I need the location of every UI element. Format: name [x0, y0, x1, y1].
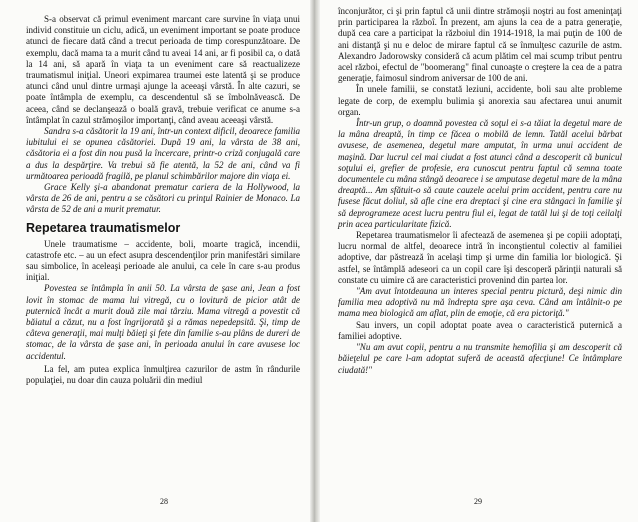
left-text-block-b	[26, 239, 300, 362]
paragraph: Într-un grup, o doamnă povestea că soţul ei s-a tăiat la degetul mare de la mâna dreaptă, în timp ce făcea o mobilă de lemn. Tatăl acelui bărbat avusese, de asemenea, degetul mare amputat, în urma unui accident de maşină. Dar lucrul cel mai ciudat a fost atunci când a descoperit că bunicul soţului ei, grefier de profesie, era cunoscut pentru faptul că semna toate documentele cu mâna stângă deoarece i se amputase degetul mare de la mâna dreaptă... Am sfătuit-o să caute cauzele acelui prim accident, pentru care nu fusese făcut doliul, să afle cine era dreptaci şi cine era stângaci în familie şi să deprogrameze acest lucru pentru fiul ei, legat de tatăl lui şi de toţi ceilalţi prin acea particularitate fizică.	[338, 118, 622, 229]
paragraph: La fel, am putea explica înmulţirea cazurilor de astm în rândurile populaţiei, nu doar din cauza poluării din mediul	[26, 363, 300, 386]
right-page	[318, 0, 638, 522]
left-page	[0, 0, 312, 522]
paragraph: În unele familii, se constată leziuni, accidente, boli sau alte probleme legate de corp, de exemplu bulimia şi anorexia sau afectarea unui anumit organ.	[338, 84, 622, 117]
paragraph: Grace Kelly şi-a abandonat prematur cariera de la Hollywood, la vârsta de 26 de ani, pentru a se căsători cu prinţul Rainier de Monaco. La vârsta de 52 de ani a murit prematur.	[26, 182, 300, 215]
right-text-block	[338, 6, 622, 376]
paragraph: Repetarea traumatismelor îi afectează de asemenea şi pe copiii adoptaţi, lucru normal de altfel, deoarece intră în inconştientul colectiv al familiei adoptive, dar păstrează în acelaşi timp şi urme din familia lor biologică. Şi astfel, se întâmplă adeseori ca un copil care îşi descoperă părinţii naturali să constate cu uimire că are caracteristici provenind din partea lor.	[338, 230, 622, 285]
paragraph: Sandra s-a căsătorit la 19 ani, într-un context dificil, deoarece familia iubitului ei se opunea căsătoriei. După 19 ani, la vârsta de 38 ani, căsătoria ei a fost din nou pusă la încercare, printr-o criză conjugală care a dus la despărţire. Va trebui să fie atentă, la 52 de ani, când va fi următoarea perioadă fragilă, pe planul schimbărilor majore din viaţa ei.	[26, 126, 300, 181]
paragraph: S-a observat că primul eveniment marcant care survine în viaţa unui individ constituie un ciclu, adică, un eveniment important se poate produce atunci de fiecare dată când a trecut perioada de timp corespunzătoare. De exemplu, dacă mama ta a murit când tu aveai 14 ani, ar fi posibil ca, o dată la 14 ani, să apară în viaţa ta un eveniment care să reactualizeze traumatismul iniţial. Uneori expimarea traumei este latentă şi se produce atunci când unul dintre urmaşi ajunge la aceeaşi vârstă. În alte cazuri, se poate întâmpla de exemplu, ca descendentul să se îmbolnăvească. De aceea, când se declanşează o boală gravă, trebuie verificat ce anume s-a întâmplat în cazul strămoşilor importanţi, când aveau aceeaşi vârstă.	[26, 14, 300, 125]
paragraph: Povestea se întâmpla în anii 50. La vârsta de şase ani, Jean a fost lovit în stomac de mama lui vitregă, cu o lovitură de picior atât de puternică încât a murit două zile mai târziu. Mama vitregă a povestit că băiatul a căzut, nu a fost îngrijorată şi a rămas nepedepsită. Şi, timp de câteva generaţii, mai mulţi băieţi şi fete din familie s-au plâns de dureri de stomac, de la vârsta de şase ani, în perioada anului în care avusese loc accidentul.	[26, 283, 300, 361]
paragraph: "Am avut întotdeauna un interes special pentru pictură, deşi nimic din familia mea adoptivă nu mă îndrepta spre aşa ceva. Când am întâlnit-o pe mama mea biologică am aflat, plin de emoţie, că era pictoriţă."	[338, 286, 622, 319]
paragraph: Unele traumatisme – accidente, boli, moarte tragică, incendii, catastrofe etc. – au un efect asupra descendenţilor prin manifestări similare sau simbolice, în aceleaşi perioade ale anului, ca cele în care s-au produs iniţial.	[26, 238, 300, 283]
paragraph: "Nu am avut copii, pentru a nu transmite hemofilia şi am descoperit că băieţelul pe care l-am adoptat suferă de această afecţiune! Ce întâmplare ciudată!"	[338, 342, 622, 375]
paragraph: înconjurător, ci şi prin faptul că unii dintre strămoşii noştri au fost ameninţaţi prin participarea la războî. În prezent, am ajuns la cea de a patra generaţie, după cea care a participat la războiul din 1914-1918, la mai puţin de 100 de ani distanţă şi nu e deloc de mirare faptul că se înmulţesc cazurile de astm. Alexandro Jadorowsky consideră că acum plătim cel mai scump tribut pentru acel război, efectul de "boomerang" final cunoaşte o creştere la cea de a patra generaţie, faimosul sindrom aniversar de 100 de ani.	[338, 6, 622, 84]
page-number-right: 29	[474, 497, 482, 506]
paragraph: Sau invers, un copil adoptat poate avea o caracteristică puternică a familiei adoptive.	[338, 319, 622, 341]
page-number-left: 28	[160, 497, 168, 506]
left-text-block-a	[26, 14, 300, 216]
section-heading: Repetarea traumatismelor	[26, 220, 181, 235]
left-text-block-c	[26, 364, 300, 386]
